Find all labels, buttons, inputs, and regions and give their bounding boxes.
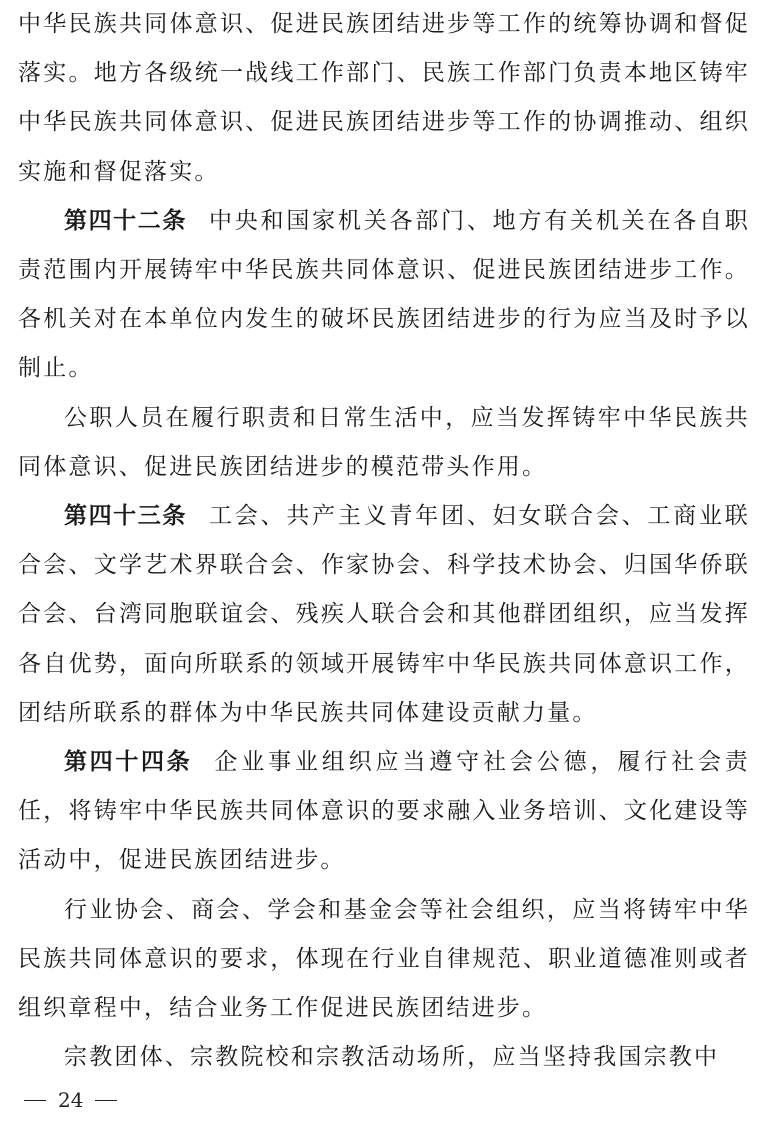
article-number: 第四十二条 bbox=[64, 207, 187, 234]
paragraph-religious-groups bbox=[18, 1033, 750, 1082]
paragraph-text: 行业协会、商会、学会和基金会等社会组织，应当将铸牢中华民族共同体意识的要求，体现在行业自律规范、职业道德准则或者组织章程中，结合业务工作促进民族团结进步。 bbox=[18, 896, 750, 1022]
paragraph-text: 企业事业组织应当遵守社会公德，履行社会责任，将铸牢中华民族共同体意识的要求融入业务培训、文化建设等活动中，促进民族团结进步。 bbox=[18, 749, 751, 874]
paragraph-text: 工会、共产主义青年团、妇女联合会、工商业联合会、文学艺术界联合会、作家协会、科学技术协会、归国华侨联合会、台湾同胞联谊会、残疾人联合会和其他群团组织，应当发挥各自优势，面向所联系的领域开展铸牢中华民族共同体意识工作，团结所联系的群体为中华民族共同体建设贡献力量。 bbox=[18, 503, 751, 726]
paragraph-text: 公职人员在履行职责和日常生活中，应当发挥铸牢中华民族共同体意识、促进民族团结进步的模范带头作用。 bbox=[18, 404, 750, 480]
article-43-paragraph bbox=[18, 492, 750, 738]
paragraph-continued bbox=[18, 0, 750, 197]
paragraph-text: 中华民族共同体意识、促进民族团结进步等工作的统筹协调和督促落实。地方各级统一战线工作部门、民族工作部门负责本地区铸牢中华民族共同体意识、促进民族团结进步等工作的协调推动、组织实施和督促落实。 bbox=[18, 11, 750, 185]
page-footer bbox=[24, 1088, 117, 1112]
article-42-paragraph bbox=[18, 197, 750, 394]
article-44-paragraph bbox=[18, 738, 750, 886]
paragraph-social-organizations bbox=[18, 886, 750, 1034]
paragraph-public-officials bbox=[18, 394, 750, 492]
article-number: 第四十三条 bbox=[64, 503, 187, 530]
footer-dash-right bbox=[95, 1100, 117, 1101]
page-number: 24 bbox=[58, 1088, 84, 1112]
paragraph-text: 宗教团体、宗教院校和宗教活动场所，应当坚持我国宗教中 bbox=[64, 1044, 720, 1071]
document-body bbox=[18, 0, 750, 1082]
footer-dash-left bbox=[24, 1100, 46, 1101]
paragraph-text: 中央和国家机关各部门、地方有关机关在各自职责范围内开展铸牢中华民族共同体意识、促进民族团结进步工作。各机关对在本单位内发生的破坏民族团结进步的行为应当及时予以制止。 bbox=[18, 207, 751, 382]
article-number: 第四十四条 bbox=[64, 749, 193, 776]
